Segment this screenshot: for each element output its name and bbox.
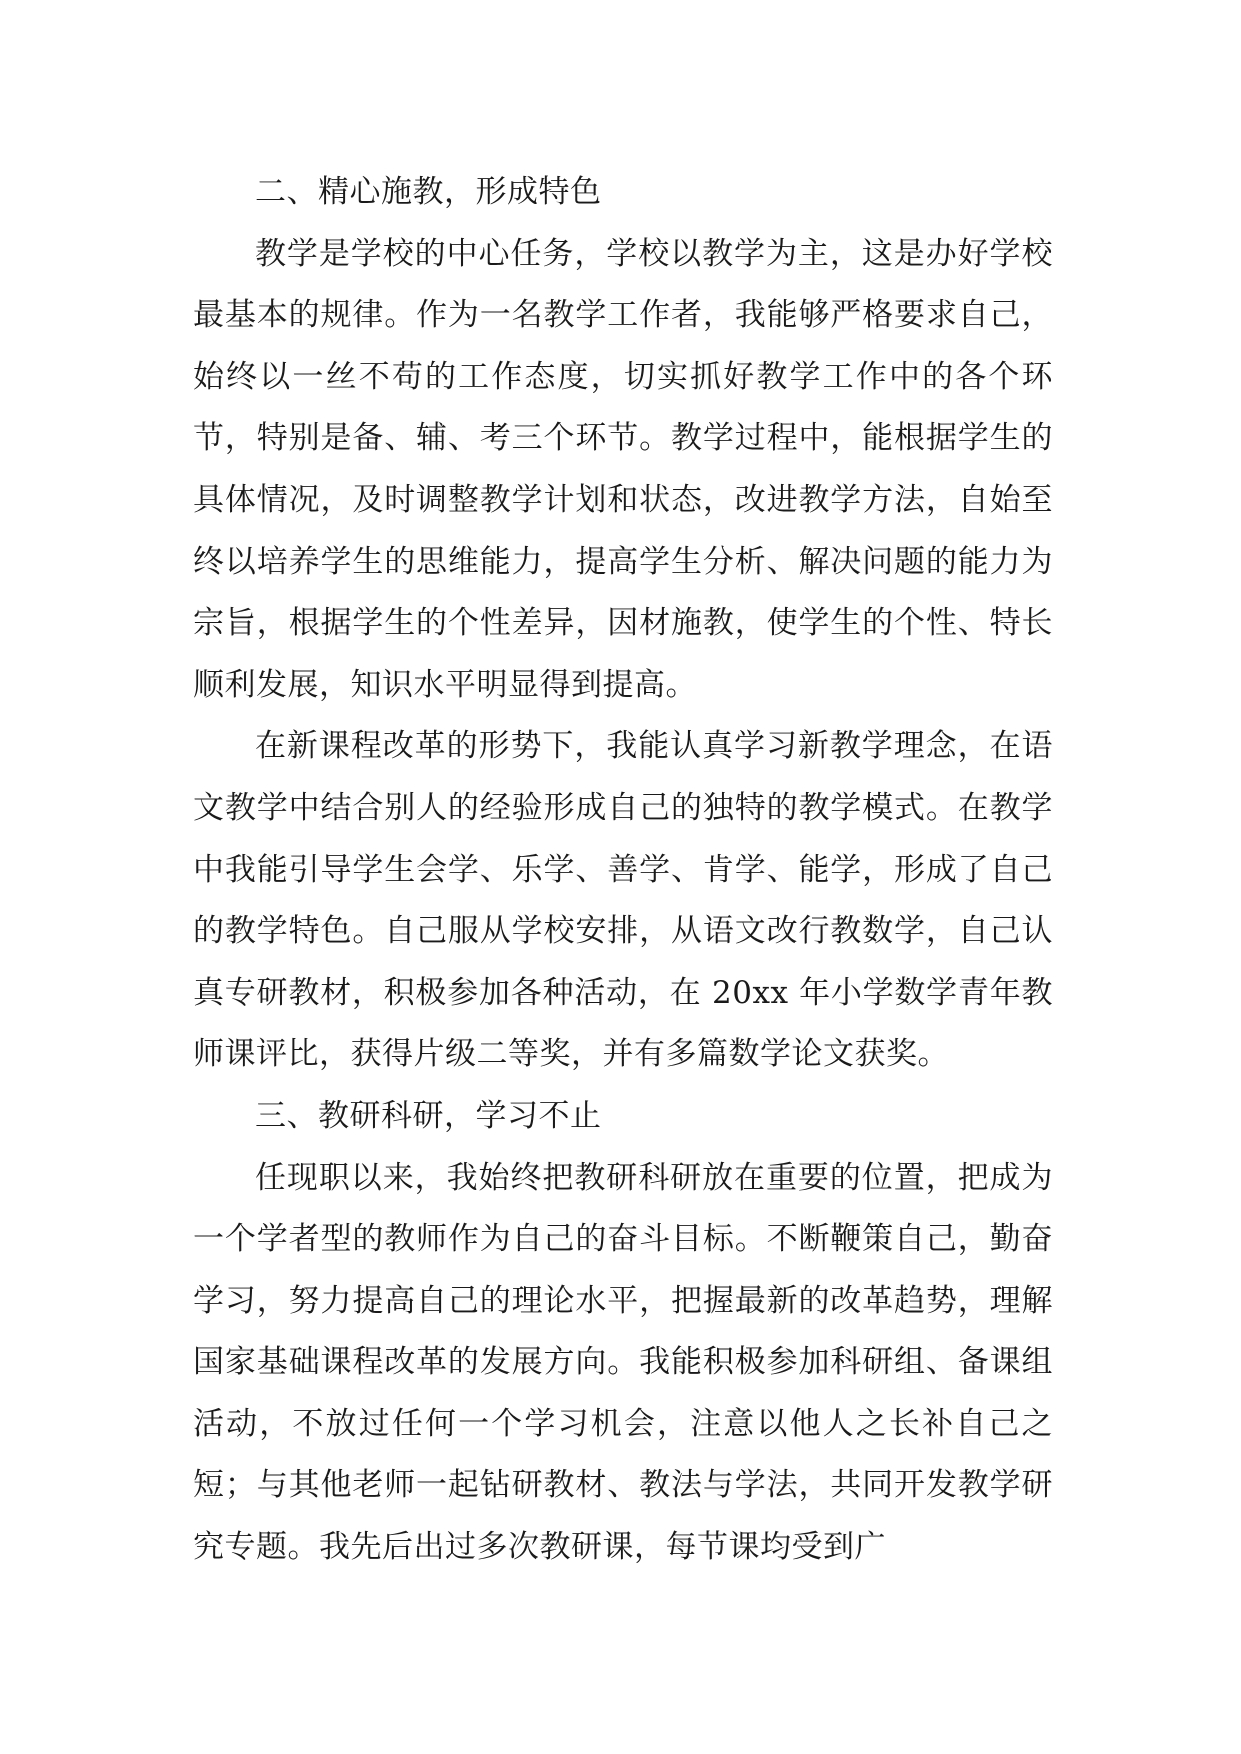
body-paragraph: 在新课程改革的形势下，我能认真学习新教学理念，在语文教学中结合别人的经验形成自己的独特的教学模式。在教学中我能引导学生会学、乐学、善学、肯学、能学，形成了自己的教学特色。自己服从学校安排，从语文改行教数学，自己认真专研教材，积极参加各种活动，在 20xx 年小学数学青年教师课评比，获得片级二等奖，并有多篇数学论文获奖。 (193, 728, 1053, 1073)
body-paragraph: 任现职以来，我始终把教研科研放在重要的位置，把成为一个学者型的教师作为自己的奋斗目标。不断鞭策自己，勤奋学习，努力提高自己的理论水平，把握最新的改革趋势，理解国家基础课程改革的发展方向。我能积极参加科研组、备课组活动，不放过任何一个学习机会，注意以他人之长补自己之短；与其他老师一起钻研教材、教法与学法，共同开发教学研究专题。我先后出过多次教研课，每节课均受到广 (193, 1159, 1053, 1566)
document-body (193, 162, 1053, 1579)
section-heading-2: 二、精心施教，形成特色 (255, 174, 602, 210)
body-paragraph: 教学是学校的中心任务，学校以教学为主，这是办好学校最基本的规律。作为一名教学工作者，我能够严格要求自己，始终以一丝不苟的工作态度，切实抓好教学工作中的各个环节，特别是备、辅、考三个环节。教学过程中，能根据学生的具体情况，及时调整教学计划和状态，改进教学方法，自始至终以培养学生的思维能力，提高学生分析、解决问题的能力为宗旨，根据学生的个性差异，因材施教，使学生的个性、特长顺利发展，知识水平明显得到提高。 (193, 235, 1053, 703)
section-heading-3: 三、教研科研，学习不止 (255, 1097, 602, 1134)
